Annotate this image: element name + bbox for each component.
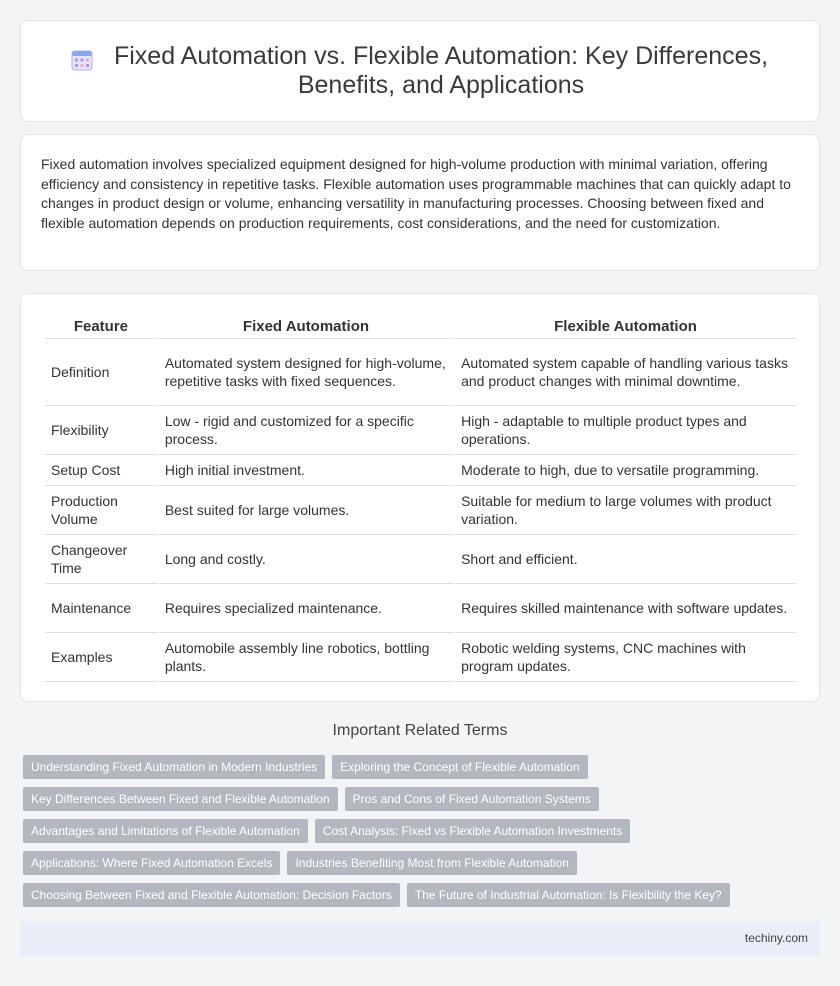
related-term-link[interactable]: Advantages and Limitations of Flexible Automation — [23, 819, 308, 843]
table-cell-fixed: Best suited for large volumes. — [159, 486, 453, 535]
related-term-link[interactable]: Applications: Where Fixed Automation Excels — [23, 851, 280, 875]
intro-text: Fixed automation involves specialized equipment designed for high-volume production with minimal variation, offering efficiency and consistency in repetitive tasks. Flexible automation uses programmable machines that can quickly adapt to changes in product design or volume, enhancing versatility in manufacturing processes. Choosing between fixed and flexible automation depends on production requirements, cost considerations, and the need for customization. — [41, 156, 791, 231]
table-row — [45, 486, 796, 535]
related-term-link[interactable]: Understanding Fixed Automation in Modern Industries — [23, 755, 325, 779]
table-cell-feature: Examples — [45, 633, 157, 682]
table-cell-feature: Flexibility — [45, 406, 157, 455]
related-terms-tags — [23, 755, 813, 915]
table-row — [45, 406, 796, 455]
header-flexible-automation: Flexible Automation — [455, 312, 796, 339]
table-row — [45, 633, 796, 682]
table-cell-fixed: Automated system designed for high-volume, repetitive tasks with fixed sequences. — [159, 339, 453, 406]
table-cell-fixed: Long and costly. — [159, 535, 453, 584]
related-term-link[interactable]: Cost Analysis: Fixed vs Flexible Automation Investments — [315, 819, 630, 843]
tag-row — [23, 851, 813, 875]
table-cell-feature: Setup Cost — [45, 455, 157, 486]
table-cell-flexible: High - adaptable to multiple product types and operations. — [455, 406, 796, 455]
footer-site[interactable]: techiny.com — [744, 931, 808, 945]
table-cell-feature: Maintenance — [45, 584, 157, 633]
tag-row — [23, 787, 813, 811]
calendar-grid-icon — [70, 48, 94, 72]
related-term-link[interactable]: Industries Benefiting Most from Flexible Automation — [287, 851, 576, 875]
tag-row — [23, 755, 813, 779]
header-inner — [70, 42, 770, 100]
table-row — [45, 339, 796, 406]
table-cell-fixed: Requires specialized maintenance. — [159, 584, 453, 633]
table-cell-fixed: High initial investment. — [159, 455, 453, 486]
comparison-table — [43, 312, 798, 682]
table-cell-feature: Changeover Time — [45, 535, 157, 584]
related-term-link[interactable]: Exploring the Concept of Flexible Automation — [332, 755, 587, 779]
related-term-link[interactable]: Choosing Between Fixed and Flexible Automation: Decision Factors — [23, 883, 400, 907]
intro-card — [20, 134, 820, 271]
table-cell-fixed: Low - rigid and customized for a specific process. — [159, 406, 453, 455]
table-row — [45, 455, 796, 486]
table-row — [45, 535, 796, 584]
header-card — [20, 20, 820, 122]
header-feature: Feature — [45, 312, 157, 339]
table-cell-feature: Production Volume — [45, 486, 157, 535]
tag-row — [23, 883, 813, 907]
table-cell-flexible: Robotic welding systems, CNC machines with program updates. — [455, 633, 796, 682]
table-cell-flexible: Short and efficient. — [455, 535, 796, 584]
table-cell-flexible: Requires skilled maintenance with software updates. — [455, 584, 796, 633]
related-term-link[interactable]: Key Differences Between Fixed and Flexible Automation — [23, 787, 338, 811]
table-cell-flexible: Automated system capable of handling various tasks and product changes with minimal downtime. — [455, 339, 796, 406]
footer — [20, 921, 820, 956]
table-row — [45, 584, 796, 633]
header-fixed-automation: Fixed Automation — [159, 312, 453, 339]
table-cell-fixed: Automobile assembly line robotics, bottling plants. — [159, 633, 453, 682]
table-cell-feature: Definition — [45, 339, 157, 406]
table-cell-flexible: Suitable for medium to large volumes with product variation. — [455, 486, 796, 535]
table-cell-flexible: Moderate to high, due to versatile programming. — [455, 455, 796, 486]
related-terms-title: Important Related Terms — [332, 722, 508, 739]
page-title: Fixed Automation vs. Flexible Automation: Key Differences, Benefits, and Applications — [113, 42, 769, 99]
tag-row — [23, 819, 813, 843]
related-term-link[interactable]: The Future of Industrial Automation: Is Flexibility the Key? — [407, 883, 730, 907]
related-term-link[interactable]: Pros and Cons of Fixed Automation Systems — [345, 787, 599, 811]
comparison-table-card — [20, 293, 820, 702]
table-header-row — [45, 312, 796, 339]
